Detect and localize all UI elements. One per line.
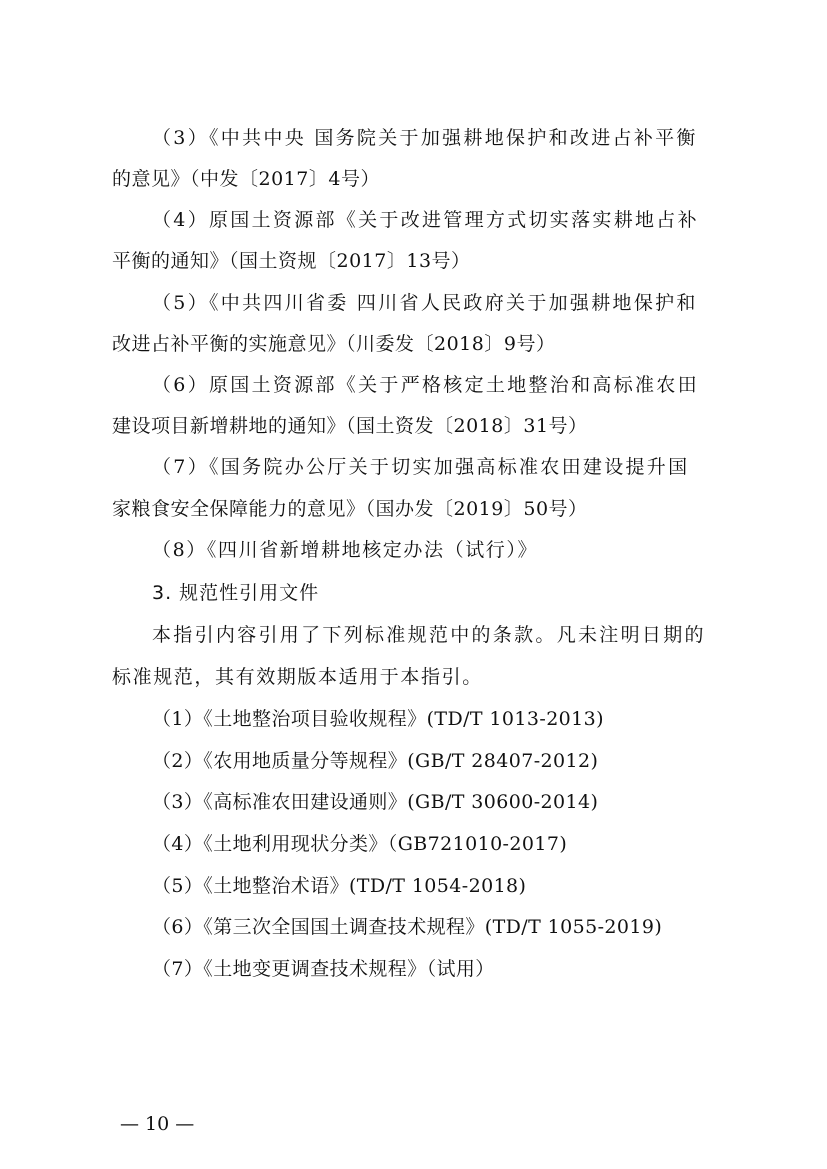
- policy-item-3-line1: （3）《中共中央 国务院关于加强耕地保护和改进占补平衡: [152, 127, 698, 149]
- standard-item-4: （4）《土地利用现状分类》（GB721010-2017): [152, 833, 568, 855]
- policy-item-5-line1: （5）《中共四川省委 四川省人民政府关于加强耕地保护和: [152, 292, 698, 314]
- policy-item-6-line1: （6）原国土资源部《关于严格核定土地整治和高标准农田: [152, 374, 699, 396]
- section-intro-line2: 标准规范，其有效期版本适用于本指引。: [112, 666, 483, 688]
- standard-item-5: （5）《土地整治术语》(TD/T 1054-2018): [152, 875, 527, 897]
- standard-item-1: （1）《土地整治项目验收规程》(TD/T 1013-2013): [152, 708, 604, 730]
- policy-item-7-line1: （7）《国务院办公厅关于切实加强高标准农田建设提升国: [152, 456, 690, 478]
- policy-item-7-line2: 家粮食安全保障能力的意见》（国办发〔2019〕50号）: [112, 498, 588, 520]
- policy-item-4-line2: 平衡的通知》（国土资规〔2017〕13号）: [112, 250, 471, 272]
- policy-item-8: （8）《四川省新增耕地核定办法（试行）》: [152, 539, 539, 561]
- standard-item-2: （2）《农用地质量分等规程》(GB/T 28407-2012): [152, 750, 599, 772]
- policy-item-5-line2: 改进占补平衡的实施意见》（川委发〔2018〕9号）: [112, 333, 556, 355]
- standard-item-7: （7）《土地变更调查技术规程》（试用）: [152, 958, 495, 980]
- policy-item-6-line2: 建设项目新增耕地的通知》（国土资发〔2018〕31号）: [112, 415, 588, 437]
- page-number: — 10 —: [120, 1113, 195, 1135]
- section-heading: 3. 规范性引用文件: [152, 582, 320, 604]
- policy-item-3-line2: 的意见》（中发〔2017〕4号）: [112, 168, 380, 190]
- policy-item-4-line1: （4）原国土资源部《关于改进管理方式切实落实耕地占补: [152, 209, 699, 231]
- section-intro-line1: 本指引内容引用了下列标准规范中的条款。凡未注明日期的: [152, 624, 706, 646]
- standard-item-6: （6）《第三次全国国土调查技术规程》(TD/T 1055-2019): [152, 916, 663, 938]
- standard-item-3: （3）《高标准农田建设通则》(GB/T 30600-2014): [152, 791, 599, 813]
